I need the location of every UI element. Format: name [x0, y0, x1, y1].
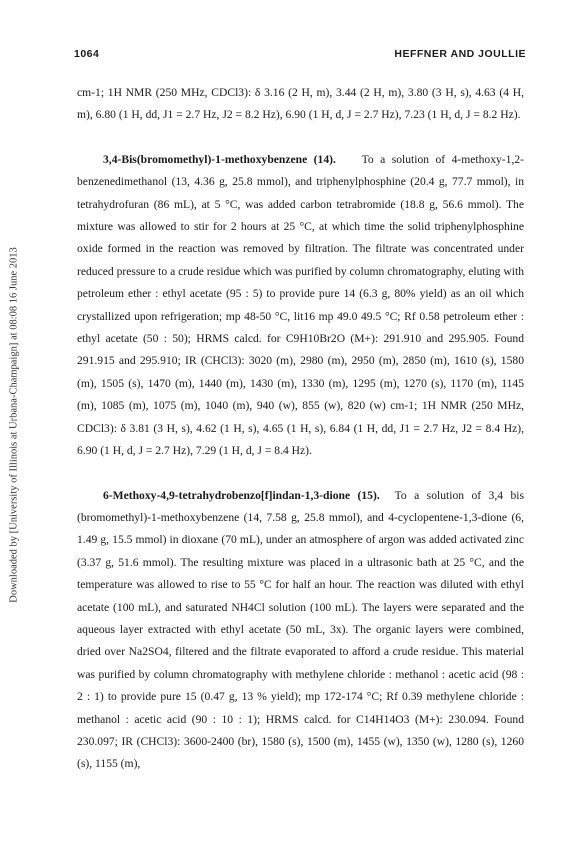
compound-15-procedure: To a solution of 3,4 bis (bromomethyl)-1-methoxybenzene (14, 7.58 g, 25.8 mmol), and 4-cyclopentene-1,3-dione (6, 1.49 g, 15.5 mmol) in dioxane (70 mL), under an atmosphere of argon was added activated zinc (3.37 g, 51.6 mmol). The resulting mixture was placed in a ultrasonic bath at 25 °C, and the temperature was allowed to rise to 55 °C for half an hour. The reaction was diluted with ethyl acetate (100 mL), and saturated NH4Cl solution (100 mL). The layers were separated and the aqueous layer extracted with ethyl acetate (50 mL, 3x). The organic layers were combined, dried over Na2SO4, filtered and the filtrate evaporated to afford a crude residue. This material was purified by column chromatography with methylene chloride : methanol : acetic acid (98 : 2 : 1) to provide pure 15 (0.47 g, 13 % yield); mp 172-174 °C; Rf 0.39 methylene chloride : methanol : acetic acid (90 : 10 : 1); HRMS calcd. for C14H14O3 (M+): 230.094. Found 230.097; IR (CHCl3): 3600-2400 (br), 1580 (s), 1500 (m), 1455 (w), 1350 (w), 1280 (s), 1260 (s), 1155 (m),	[77, 488, 525, 771]
article-body	[77, 82, 524, 776]
paragraph-compound-15	[77, 485, 524, 776]
running-head-authors: HEFFNER AND JOULLIE	[394, 48, 526, 60]
compound-15-heading: 6-Methoxy-4,9-tetrahydrobenzo[f]indan-1,3-dione (15).	[103, 488, 380, 502]
running-header	[74, 48, 526, 62]
download-watermark	[6, 100, 22, 750]
paragraph-compound-14	[77, 149, 524, 463]
paragraph-nmr-continuation: cm-1; 1H NMR (250 MHz, CDCl3): δ 3.16 (2 H, m), 3.44 (2 H, m), 3.80 (3 H, s), 4.63 (4 H, m), 6.80 (1 H, dd, J1 = 2.7 Hz, J2 = 8.2 Hz), 6.90 (1 H, d, J = 2.7 Hz), 7.23 (1 H, d, J = 8.2 Hz).	[77, 86, 524, 122]
page-number: 1064	[74, 48, 100, 60]
compound-14-heading: 3,4-Bis(bromomethyl)-1-methoxybenzene (14).	[103, 152, 336, 166]
compound-14-procedure: To a solution of 4-methoxy-1,2-benzenedimethanol (13, 4.36 g, 25.8 mmol), and triphenylphosphine (20.4 g, 77.7 mmol), in tetrahydrofuran (86 mL), at 5 °C, was added carbon tetrabromide (18.8 g, 56.6 mmol). The mixture was allowed to stir for 2 hours at 25 °C, at which time the solid triphenylphosphine oxide formed in the reaction was removed by filtration. The filtrate was concentrated under reduced pressure to a crude residue which was purified by column chromatography, eluting with petroleum ether : ethyl acetate (95 : 5) to provide pure 14 (6.3 g, 80% yield) as an oil which crystallized upon refrigeration; mp 48-50 °C, lit16 mp 49.0 49.5 °C; Rf 0.58 petroleum ether : ethyl acetate (50 : 50); HRMS calcd. for C9H10Br2O (M+): 291.910 and 295.905. Found 291.915 and 295.910; IR (CHCl3): 3020 (m), 2980 (m), 2950 (m), 2850 (m), 1610 (s), 1580 (m), 1505 (s), 1470 (m), 1440 (m), 1430 (m), 1330 (m), 1295 (m), 1270 (s), 1170 (m), 1145 (m), 1085 (m), 1075 (m), 1040 (m), 940 (w), 855 (w), 820 (w) cm-1; 1H NMR (250 MHz, CDCl3): δ 3.81 (3 H, s), 4.62 (1 H, s), 4.65 (1 H, s), 6.84 (1 H, dd, J1 = 2.7 Hz, J2 = 8.4 Hz), 6.90 (1 H, d, J = 2.7 Hz), 7.29 (1 H, d, J = 8.4 Hz).	[77, 152, 525, 458]
download-watermark-text: Downloaded by [University of Illinois at Urbana-Champaign] at 08:08 16 June 2013	[8, 247, 20, 603]
